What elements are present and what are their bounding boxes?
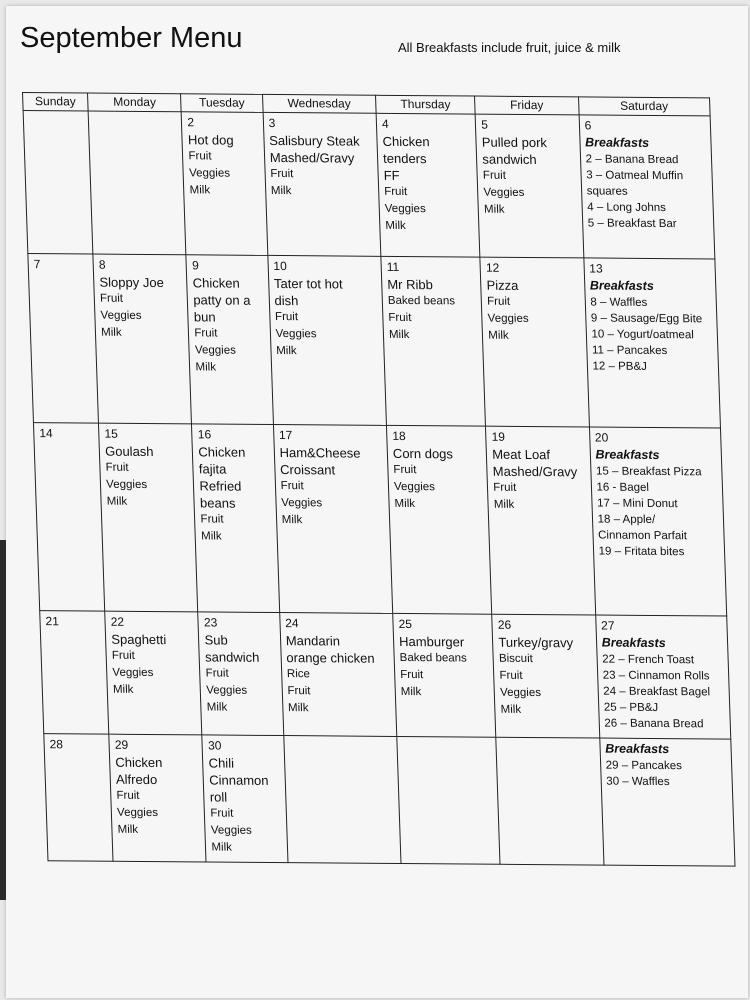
day-cell <box>579 115 715 259</box>
breakfast-item: 2 – Banana Bread <box>585 153 679 167</box>
breakfasts-label: Breakfasts <box>589 278 655 293</box>
day-cell <box>192 424 279 613</box>
day-cell <box>393 613 496 737</box>
menu-item: Cinnamon <box>208 772 269 788</box>
menu-item: Turkey/gravy <box>498 634 574 651</box>
menu-item: Chicken <box>198 444 246 460</box>
breakfast-item: 8 – Waffles <box>590 296 648 309</box>
menu-item: Sloppy Joe <box>99 274 165 291</box>
day-number: 21 <box>45 614 60 629</box>
day-number: 9 <box>191 258 200 273</box>
menu-item: Hot dog <box>187 132 234 148</box>
day-number: 23 <box>203 615 218 630</box>
breakfasts-label: Breakfasts <box>604 741 670 757</box>
breakfast-item: 22 – French Toast <box>602 653 695 667</box>
day-cell <box>268 255 387 425</box>
menu-item: Fruit <box>188 150 212 163</box>
week-row <box>40 611 731 739</box>
breakfast-note: All Breakfasts include fruit, juice & milk <box>398 40 621 55</box>
menu-item: Veggies <box>112 666 154 680</box>
menu-item: Veggies <box>100 309 142 322</box>
header-saturday: Saturday <box>578 97 710 116</box>
menu-item: Chicken <box>192 275 240 291</box>
menu-item: Milk <box>400 685 422 699</box>
breakfast-item: 5 – Breakfast Bar <box>587 217 677 231</box>
menu-item: Fruit <box>116 789 140 802</box>
menu-item: Fruit <box>274 310 299 324</box>
menu-item: Milk <box>270 184 292 198</box>
menu-item: Veggies <box>487 312 529 325</box>
breakfast-item: 4 – Long Johns <box>587 201 667 215</box>
day-number: 3 <box>268 115 276 130</box>
day-number: 22 <box>110 614 125 629</box>
menu-item: Veggies <box>483 186 525 199</box>
day-number: 15 <box>104 426 119 441</box>
day-number: 28 <box>49 737 64 752</box>
breakfast-item: 25 – PB&J <box>603 701 659 714</box>
menu-item: Refried <box>199 478 242 494</box>
menu-item: Alfredo <box>115 771 158 788</box>
background-edge <box>0 540 6 900</box>
day-cell <box>202 735 287 863</box>
menu-item: Veggies <box>210 824 253 837</box>
menu-item: Milk <box>211 841 233 854</box>
menu-item: sandwich <box>482 151 537 168</box>
menu-item: Corn dogs <box>392 445 454 462</box>
day-cell <box>23 111 93 255</box>
day-number: 29 <box>114 737 129 752</box>
menu-item: bun <box>193 309 216 325</box>
menu-item: orange chicken <box>286 650 375 666</box>
menu-item: Veggies <box>499 686 542 700</box>
menu-item: Milk <box>206 701 228 714</box>
menu-item: Hamburger <box>398 633 465 650</box>
day-number: 10 <box>273 258 287 274</box>
menu-item: Tater tot hot <box>273 275 343 292</box>
menu-item: Milk <box>493 498 515 511</box>
day-number: 11 <box>386 259 400 274</box>
day-cell <box>44 734 113 862</box>
breakfast-item: 15 – Breakfast Pizza <box>595 465 702 479</box>
menu-item: Fruit <box>388 311 412 325</box>
menu-item: Milk <box>385 219 407 233</box>
breakfast-item: 19 – Fritata bites <box>598 545 685 559</box>
menu-item: Veggies <box>384 202 426 216</box>
day-cell <box>397 736 500 864</box>
breakfast-item: 12 – PB&J <box>592 360 648 373</box>
menu-item: Mr Ribb <box>387 276 434 293</box>
breakfast-item: 17 – Mini Donut <box>596 497 678 511</box>
menu-item: Fruit <box>499 669 523 682</box>
day-cell <box>386 425 492 614</box>
menu-item: Milk <box>287 702 309 715</box>
menu-item: Milk <box>100 326 122 339</box>
day-cell <box>182 112 268 256</box>
menu-item: dish <box>274 292 299 309</box>
breakfasts-label: Breakfasts <box>584 135 650 150</box>
menu-item: Sub <box>204 632 228 648</box>
week-row <box>28 254 721 428</box>
menu-item: Milk <box>281 514 303 527</box>
day-cell <box>595 615 730 739</box>
day-number: 17 <box>278 428 293 443</box>
breakfast-item: 16 - Bagel <box>596 481 650 494</box>
menu-item: Veggies <box>275 327 317 341</box>
menu-item: Fruit <box>493 481 517 494</box>
day-cell <box>40 611 109 735</box>
day-number <box>94 114 176 115</box>
menu-item: Mashed/Gravy <box>269 149 355 166</box>
header-wednesday: Wednesday <box>262 94 376 113</box>
page-title: September Menu <box>20 22 243 54</box>
breakfast-item: 11 – Pancakes <box>591 344 668 358</box>
menu-item: Chicken <box>382 133 430 150</box>
week-row <box>44 734 735 866</box>
week-row <box>23 111 715 259</box>
breakfast-item: 24 – Breakfast Bagel <box>603 685 711 699</box>
day-cell <box>583 258 720 428</box>
menu-item: Pizza <box>486 277 519 293</box>
day-cell <box>28 254 99 424</box>
day-cell <box>109 734 206 862</box>
menu-item: Milk <box>500 703 522 716</box>
day-cell <box>88 111 186 255</box>
menu-item: Veggies <box>393 480 436 494</box>
breakfasts-label: Breakfasts <box>595 447 660 463</box>
menu-item: fajita <box>198 461 227 477</box>
menu-item: beans <box>199 495 236 511</box>
menu-item: sandwich <box>204 649 260 665</box>
breakfast-item: 30 – Waffles <box>606 775 670 789</box>
day-cell <box>381 256 486 426</box>
breakfast-item: 23 – Cinnamon Rolls <box>602 669 710 683</box>
header-friday: Friday <box>475 96 579 115</box>
menu-item: Milk <box>195 361 217 374</box>
menu-item: Veggies <box>188 167 231 180</box>
day-cell <box>263 112 381 256</box>
breakfast-item: 9 – Sausage/Egg Bite <box>590 312 703 326</box>
menu-item: FF <box>383 167 400 183</box>
day-cell <box>486 426 596 615</box>
menu-item: Fruit <box>99 292 124 305</box>
menu-item: patty on a <box>193 292 251 308</box>
menu-item: Fruit <box>400 668 424 682</box>
menu-item: Fruit <box>482 169 507 182</box>
day-number: 20 <box>594 430 609 445</box>
header-tuesday: Tuesday <box>181 94 263 113</box>
day-cell <box>198 612 283 736</box>
day-number: 13 <box>589 261 603 276</box>
day-cell <box>186 255 273 425</box>
menu-item: Chicken <box>115 754 163 771</box>
day-number: 18 <box>392 428 406 444</box>
menu-item: Pulled pork <box>481 134 548 151</box>
menu-item: Fruit <box>486 295 511 308</box>
breakfast-item: 10 – Yogurt/oatmeal <box>591 328 695 342</box>
day-cell <box>376 113 480 257</box>
header-monday: Monday <box>88 93 182 112</box>
day-number: 7 <box>33 257 41 272</box>
menu-item: Rice <box>286 668 311 681</box>
menu-item: Mashed/Gravy <box>492 463 578 480</box>
menu-item: Spaghetti <box>111 631 167 648</box>
menu-item: Milk <box>189 184 211 197</box>
day-cell <box>496 737 604 865</box>
menu-item: Fruit <box>270 167 294 181</box>
menu-item: Milk <box>388 328 410 342</box>
menu-item: Meat Loaf <box>491 446 551 463</box>
breakfast-item: 26 – Banana Bread <box>604 717 704 731</box>
day-number <box>502 740 594 741</box>
menu-item: Biscuit <box>498 652 534 666</box>
menu-item: Goulash <box>104 443 154 460</box>
menu-item: Milk <box>112 683 134 696</box>
day-cell <box>99 423 199 612</box>
menu-item: Baked beans <box>387 294 456 308</box>
menu-item: Milk <box>117 823 139 836</box>
menu-item: Fruit <box>210 807 234 820</box>
day-number: 4 <box>381 116 389 131</box>
breakfast-item: 18 – Apple/ <box>597 513 656 526</box>
day-number: 26 <box>497 617 512 632</box>
day-cell <box>480 257 589 427</box>
menu-item: Milk <box>200 530 222 543</box>
menu-item: Fruit <box>200 513 224 526</box>
menu-item: Veggies <box>105 478 148 491</box>
day-cell <box>273 424 393 613</box>
day-number <box>402 739 490 740</box>
menu-item: Milk <box>483 203 505 216</box>
menu-item: Chili <box>208 755 235 771</box>
breakfast-item: Cinnamon Parfait <box>597 529 688 543</box>
menu-item: Mandarin <box>285 633 341 649</box>
week-row <box>33 423 726 616</box>
day-number: 6 <box>584 118 592 133</box>
menu-item: Fruit <box>105 461 129 474</box>
menu-item: Milk <box>276 344 297 358</box>
day-number: 2 <box>187 115 195 130</box>
menu-item: Veggies <box>281 497 323 510</box>
day-number: 16 <box>197 427 212 442</box>
menu-item: roll <box>209 789 228 805</box>
menu-item: Fruit <box>393 463 417 477</box>
menu-item: Fruit <box>194 327 218 340</box>
header-sunday: Sunday <box>23 93 89 112</box>
header-thursday: Thursday <box>376 95 476 114</box>
day-number <box>289 738 391 739</box>
day-cell <box>492 614 599 738</box>
day-cell <box>33 423 104 612</box>
day-cell <box>283 736 401 864</box>
menu-item: Milk <box>394 497 416 511</box>
menu-calendar <box>22 92 736 867</box>
menu-item: Fruit <box>111 649 136 662</box>
menu-item: Fruit <box>280 480 304 493</box>
day-number: 19 <box>491 429 506 444</box>
menu-item: Milk <box>488 329 509 342</box>
day-cell <box>105 611 202 735</box>
day-number: 27 <box>600 618 615 633</box>
menu-item: tenders <box>382 150 427 167</box>
day-number: 25 <box>398 616 413 632</box>
day-number: 30 <box>207 738 222 753</box>
menu-item: Baked beans <box>399 651 468 665</box>
breakfast-item: 29 – Pancakes <box>605 759 683 773</box>
day-cell <box>475 114 583 258</box>
menu-item: Fruit <box>287 685 311 698</box>
menu-item: Fruit <box>205 667 229 680</box>
day-cell <box>279 613 396 737</box>
day-number: 12 <box>485 260 500 275</box>
breakfasts-label: Breakfasts <box>601 635 666 651</box>
day-number: 8 <box>98 257 106 272</box>
menu-item: Milk <box>106 495 128 508</box>
menu-item: Veggies <box>206 684 248 697</box>
menu-item: Croissant <box>279 462 336 478</box>
menu-item: Veggies <box>116 806 159 820</box>
menu-item: Veggies <box>194 344 237 357</box>
day-number: 14 <box>39 426 53 441</box>
menu-item: Fruit <box>384 185 408 199</box>
menu-item: Ham&Cheese <box>279 445 361 461</box>
day-number: 24 <box>285 616 299 631</box>
breakfast-item: squares <box>586 185 628 198</box>
menu-item: Salisbury Steak <box>268 132 360 149</box>
breakfast-item: 3 – Oatmeal Muffin <box>586 169 684 183</box>
day-number: 5 <box>481 117 489 132</box>
day-cell <box>599 738 735 866</box>
day-cell <box>589 427 727 616</box>
day-cell <box>93 254 192 424</box>
